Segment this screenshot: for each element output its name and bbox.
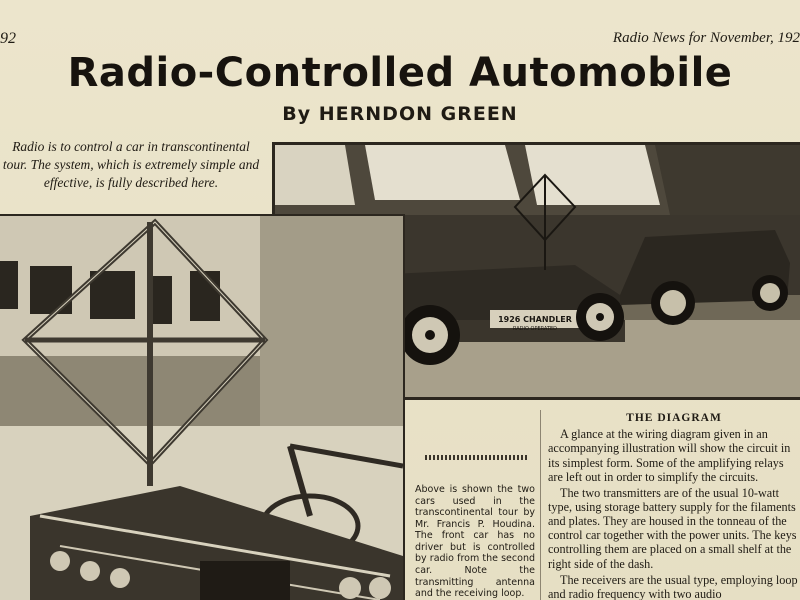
antenna-photo [0, 214, 405, 600]
cars-plate-text: 1926 CHANDLER [498, 315, 572, 324]
article-headline: Radio-Controlled Automobile [67, 50, 733, 96]
article-paragraph-1: A glance at the wiring diagram given in an accompanying illustration will show the circuit in its simplest form. Some of the amplifying relays are left out in order to simplify the circuits. [548, 427, 791, 484]
decorative-rule [425, 455, 529, 460]
photo-caption: Above is shown the two cars used in the transcontinental tour by Mr. Francis P. Houdina. The front car has no driver but is controlled by radio from the second car. Note the transmitting antenna and the receiving loop. [415, 484, 535, 600]
article-paragraph-2: The two transmitters are of the usual 10-watt type, using storage battery supply for the filaments and plates. They are housed in the tonneau of the control car together with the power units. The keys controlling them are placed on a small shelf at the right side of the dash. [548, 485, 797, 571]
running-head: Radio News for November, 192 [612, 30, 800, 46]
cars-plate-subtext: RADIO OPERATED [512, 326, 558, 332]
antenna-photo-illustration [0, 216, 403, 600]
article-body [548, 412, 800, 600]
page-number: 92 [0, 30, 16, 47]
column-divider [540, 410, 541, 600]
section-heading: THE DIAGRAM [626, 412, 722, 424]
article-intro: Radio is to control a car in transcontinental tour. The system, which is extremely simple and effective, is fully described here. [2, 139, 260, 190]
article-byline: By HERNDON GREEN [282, 103, 518, 125]
article-paragraph-3: The receivers are the usual type, employing loop and radio frequency with two audio [548, 572, 798, 600]
